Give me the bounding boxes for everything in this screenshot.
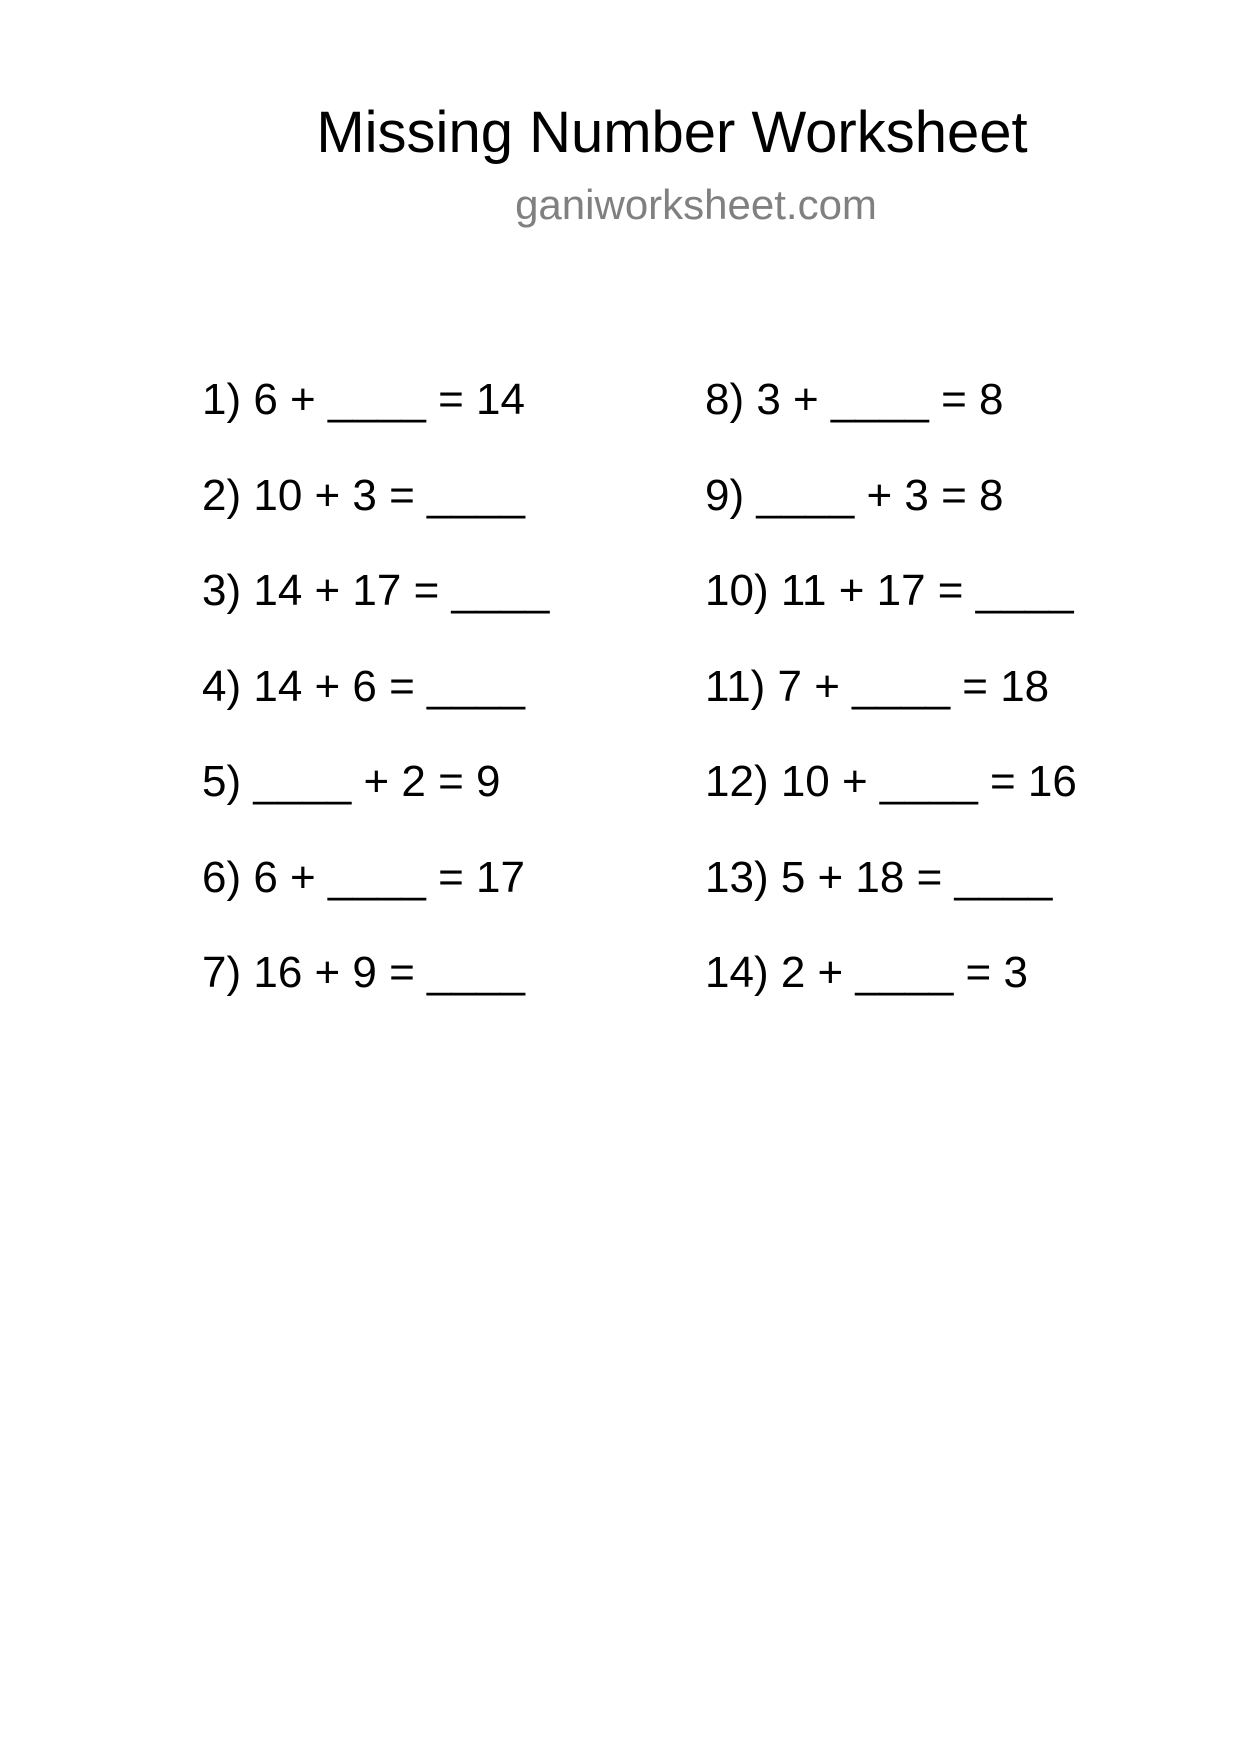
problem-item: 11) 7 + ____ = 18 <box>705 661 1050 711</box>
problem-item: 9) ____ + 3 = 8 <box>705 470 1004 520</box>
problems-left-column <box>202 352 549 1021</box>
problem-item: 4) 14 + 6 = ____ <box>202 661 525 711</box>
website-label: ganiworksheet.com <box>515 181 877 228</box>
problem-item: 8) 3 + ____ = 8 <box>705 375 1004 424</box>
problem-item: 1) 6 + ____ = 14 <box>202 375 525 424</box>
problem-item: 7) 16 + 9 = ____ <box>202 948 525 997</box>
problem-item: 14) 2 + ____ = 3 <box>705 948 1028 997</box>
problem-item: 13) 5 + 18 = ____ <box>705 852 1053 902</box>
problem-item: 3) 14 + 17 = ____ <box>202 566 550 615</box>
worksheet-title: Missing Number Worksheet <box>316 100 1028 165</box>
problem-item: 2) 10 + 3 = ____ <box>202 470 525 520</box>
problem-item: 10) 11 + 17 = ____ <box>705 566 1074 615</box>
problem-item: 5) ____ + 2 = 9 <box>202 757 501 806</box>
problem-item: 12) 10 + ____ = 16 <box>705 757 1077 806</box>
problem-item: 6) 6 + ____ = 17 <box>202 852 525 902</box>
problems-right-column <box>705 352 1077 1021</box>
